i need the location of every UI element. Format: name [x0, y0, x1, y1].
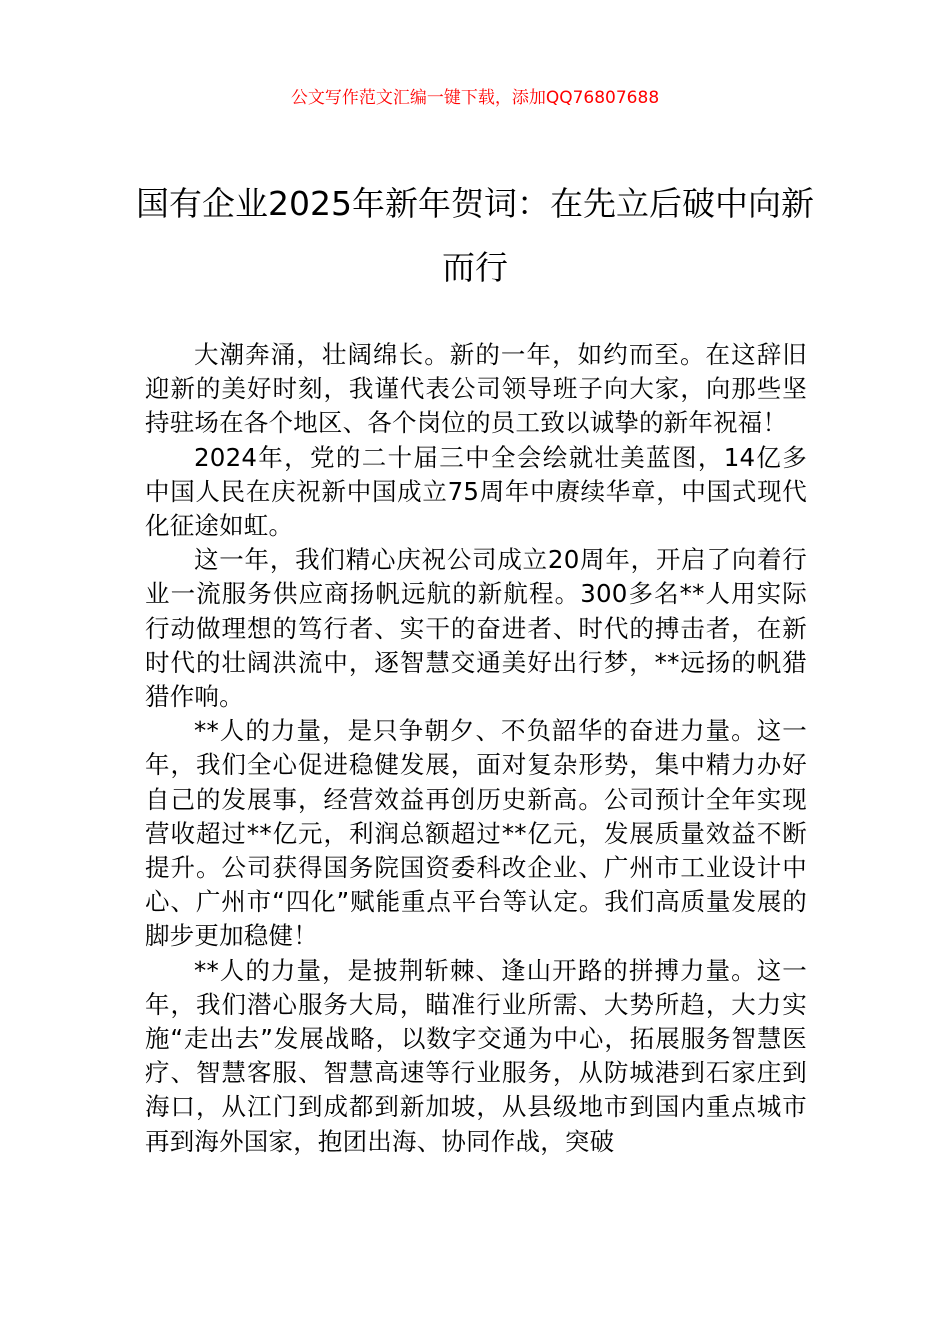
header-note: 公文写作范文汇编一键下载，添加QQ76807688	[290, 88, 660, 108]
document-body	[145, 338, 807, 1159]
paragraph: **人的力量，是披荆斩棘、逢山开路的拼搏力量。这一年，我们潜心服务大局，瞄准行业所需、大势所趋，大力实施“走出去”发展战略，以数字交通为中心，拓展服务智慧医疗、智慧客服、智慧高速等行业服务，从防城港到石家庄到海口，从江门到成都到新加坡，从县级地市到国内重点城市再到海外国家，抱团出海、协同作战，突破	[145, 955, 807, 1156]
paragraph: **人的力量，是只争朝夕、不负韶华的奋进力量。这一年，我们全心促进稳健发展，面对复杂形势，集中精力办好自己的发展事，经营效益再创历史新高。公司预计全年实现营收超过**亿元，利润总额超过**亿元，发展质量效益不断提升。公司获得国务院国资委科改企业、广州市工业设计中心、广州市“四化”赋能重点平台等认定。我们高质量发展的脚步更加稳健！	[145, 716, 807, 951]
paragraph: 这一年，我们精心庆祝公司成立20周年，开启了向着行业一流服务供应商扬帆远航的新航程。300多名**人用实际行动做理想的笃行者、实干的奋进者、时代的搏击者，在新时代的壮阔洪流中，逐智慧交通美好出行梦，**远扬的帆猎猎作响。	[145, 545, 807, 712]
paragraph: 2024年，党的二十届三中全会绘就壮美蓝图，14亿多中国人民在庆祝新中国成立75周年中赓续华章，中国式现代化征途如虹。	[145, 442, 807, 541]
paragraph: 大潮奔涌，壮阔绵长。新的一年，如约而至。在这辞旧迎新的美好时刻，我谨代表公司领导班子向大家，向那些坚持驻场在各个地区、各个岗位的员工致以诚挚的新年祝福！	[145, 340, 807, 438]
document-title: 国有企业2025年新年贺词：在先立后破中向新而行	[136, 184, 814, 287]
